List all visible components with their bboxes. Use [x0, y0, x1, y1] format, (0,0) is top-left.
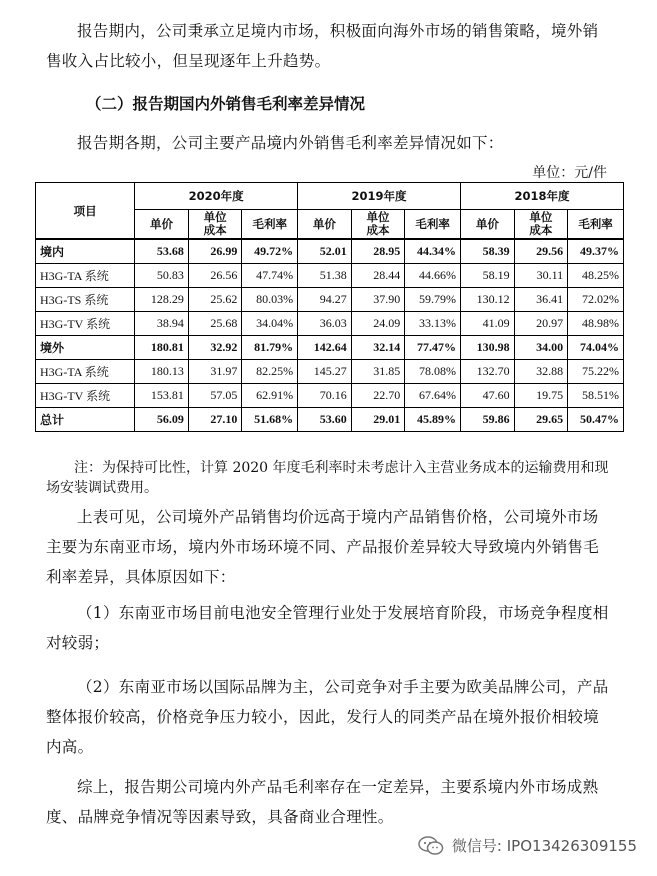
table-cell: 26.99 [188, 239, 241, 264]
row-label: H3G-TA 系统 [36, 264, 135, 288]
table-row [36, 360, 624, 384]
paragraph-analysis: 上表可见，公司境外产品销售均价远高于境内产品销售价格，公司境外市场主要为东南亚市场，境内外市场环境不同、产品报价差异较大导致境内外销售毛利率差异，具体原因如下： [46, 508, 600, 586]
row-label: 境内 [36, 239, 135, 264]
watermark-text: 微信号: IPO13426309155 [451, 837, 637, 855]
subheader-cell: 毛利率 [405, 210, 461, 240]
table-cell: 51.38 [298, 264, 352, 288]
table-cell: 51.68% [242, 408, 298, 432]
table-cell: 75.22% [568, 360, 624, 384]
table-cell: 41.09 [461, 312, 515, 336]
table-row [36, 384, 624, 408]
table-cell: 130.12 [461, 288, 515, 312]
table-cell: 26.56 [188, 264, 241, 288]
table-cell: 77.47% [405, 336, 461, 360]
table-cell: 29.01 [351, 408, 404, 432]
table-cell: 180.13 [135, 360, 189, 384]
table-row [36, 408, 624, 432]
table-cell: 32.92 [188, 336, 241, 360]
subheader-cell: 毛利率 [568, 210, 624, 240]
table-cell: 27.10 [188, 408, 241, 432]
table-cell: 59.86 [461, 408, 515, 432]
table-cell: 22.70 [351, 384, 404, 408]
table-cell: 25.68 [188, 312, 241, 336]
table-cell: 32.88 [514, 360, 567, 384]
table-cell: 180.81 [135, 336, 189, 360]
table-cell: 58.19 [461, 264, 515, 288]
subheader-cell: 单位 成本 [188, 210, 241, 240]
table-cell: 36.03 [298, 312, 352, 336]
table-cell: 58.39 [461, 239, 515, 264]
table-cell: 78.08% [405, 360, 461, 384]
table-cell: 67.64% [405, 384, 461, 408]
header-year-2020: 2020年度 [135, 183, 298, 210]
table-row [36, 239, 624, 264]
table-cell: 153.81 [135, 384, 189, 408]
table-cell: 53.60 [298, 408, 352, 432]
table-cell: 128.29 [135, 288, 189, 312]
table-cell: 53.68 [135, 239, 189, 264]
unit-label: 单位：元/件 [532, 165, 607, 181]
table-cell: 48.98% [568, 312, 624, 336]
row-label: 总计 [36, 408, 135, 432]
table-cell: 33.13% [405, 312, 461, 336]
table-cell: 48.25% [568, 264, 624, 288]
table-cell: 28.95 [351, 239, 404, 264]
table-cell: 145.27 [298, 360, 352, 384]
table-row [36, 288, 624, 312]
table-cell: 49.72% [242, 239, 298, 264]
table-cell: 34.04% [242, 312, 298, 336]
table-cell: 19.75 [514, 384, 567, 408]
subheader-cell: 单位 成本 [351, 210, 404, 240]
paragraph-reason-1: （1）东南亚市场目前电池安全管理行业处于发展培育阶段，市场竞争程度相对较弱； [46, 604, 609, 652]
table-cell: 37.90 [351, 288, 404, 312]
table-body [36, 239, 624, 432]
table-cell: 50.47% [568, 408, 624, 432]
subheader-cell: 单位 成本 [514, 210, 567, 240]
table-cell: 52.01 [298, 239, 352, 264]
row-label: H3G-TS 系统 [36, 288, 135, 312]
table-cell: 130.98 [461, 336, 515, 360]
table-cell: 82.25% [242, 360, 298, 384]
table-cell: 81.79% [242, 336, 298, 360]
wechat-icon [418, 836, 444, 856]
subheader-cell: 单价 [298, 210, 352, 240]
table-cell: 29.65 [514, 408, 567, 432]
table-cell: 56.09 [135, 408, 189, 432]
table-cell: 80.03% [242, 288, 298, 312]
row-label: H3G-TA 系统 [36, 360, 135, 384]
table-cell: 74.04% [568, 336, 624, 360]
subheader-cell: 单价 [461, 210, 515, 240]
wechat-watermark [418, 835, 637, 856]
table-cell: 49.37% [568, 239, 624, 264]
table-cell: 132.70 [461, 360, 515, 384]
table-cell: 32.14 [351, 336, 404, 360]
table-cell: 38.94 [135, 312, 189, 336]
table-cell: 47.60 [461, 384, 515, 408]
table-cell: 31.97 [188, 360, 241, 384]
table-note: 注：为保持可比性，计算 2020 年度毛利率时未考虑计入主营业务成本的运输费用和现场安装调试费用。 [46, 460, 609, 496]
table-cell: 29.56 [514, 239, 567, 264]
table-cell: 72.02% [568, 288, 624, 312]
table-row [36, 312, 624, 336]
table-cell: 59.79% [405, 288, 461, 312]
row-label: 境外 [36, 336, 135, 360]
table-cell: 36.41 [514, 288, 567, 312]
header-year-2019: 2019年度 [298, 183, 461, 210]
row-label: H3G-TV 系统 [36, 384, 135, 408]
subheader-cell: 毛利率 [242, 210, 298, 240]
table-cell: 30.11 [514, 264, 567, 288]
table-cell: 31.85 [351, 360, 404, 384]
table-cell: 58.51% [568, 384, 624, 408]
table-row [36, 264, 624, 288]
table-cell: 50.83 [135, 264, 189, 288]
row-label: H3G-TV 系统 [36, 312, 135, 336]
table-cell: 44.34% [405, 239, 461, 264]
table-cell: 34.00 [514, 336, 567, 360]
table-cell: 142.64 [298, 336, 352, 360]
section-heading: （二）报告期国内外销售毛利率差异情况 [86, 95, 366, 113]
paragraph-table-intro: 报告期各期，公司主要产品境内外销售毛利率差异情况如下： [77, 134, 504, 152]
table-cell: 20.97 [514, 312, 567, 336]
table-cell: 70.16 [298, 384, 352, 408]
table-cell: 25.62 [188, 288, 241, 312]
gross-margin-table [35, 182, 624, 432]
table-row [36, 336, 624, 360]
subheader-cell: 单价 [135, 210, 189, 240]
table-cell: 57.05 [188, 384, 241, 408]
table-cell: 28.44 [351, 264, 404, 288]
paragraph-overseas-sales: 报告期内，公司秉承立足境内市场，积极面向海外市场的销售策略，境外销售收入占比较小，但呈现逐年上升趋势。 [46, 22, 599, 70]
table-cell: 44.66% [405, 264, 461, 288]
paragraph-reason-2: （2）东南亚市场以国际品牌为主，公司竞争对手主要为欧美品牌公司，产品整体报价较高，价格竞争压力较小，因此，发行人的同类产品在境外报价相较境内高。 [46, 678, 609, 756]
header-item: 项目 [36, 183, 135, 240]
header-year-2018: 2018年度 [461, 183, 624, 210]
table-cell: 45.89% [405, 408, 461, 432]
table-cell: 94.27 [298, 288, 352, 312]
table-cell: 24.09 [351, 312, 404, 336]
paragraph-conclusion: 综上，报告期公司境内外产品毛利率存在一定差异，主要系境内外市场成熟度、品牌竞争情况等因素导致，具备商业合理性。 [46, 778, 599, 826]
table-cell: 47.74% [242, 264, 298, 288]
table-cell: 62.91% [242, 384, 298, 408]
